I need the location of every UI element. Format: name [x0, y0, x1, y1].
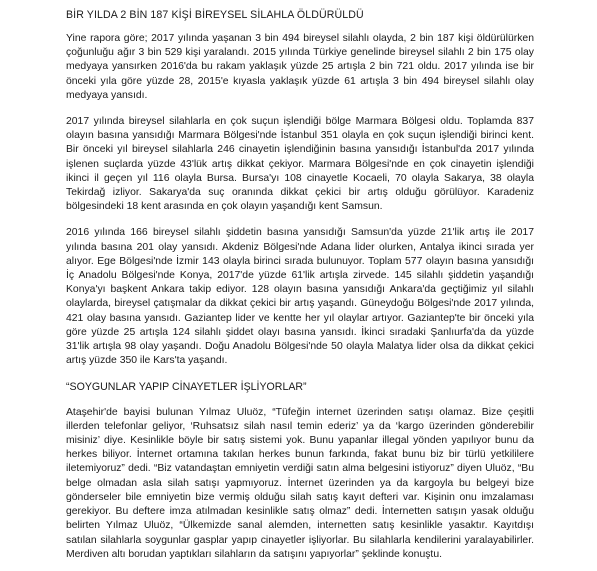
- paragraph-2: 2017 yılında bireysel silahlarla en çok suçun işlendiği bölge Marmara Bölgesi oldu. Toplamda 837 olayın basına yansıdığı Marmara Bölgesi'nde İstanbul 351 olayla en çok suçun işlendiği birinci kent. Bir önceki yıl bireysel silahlarla 246 cinayetin işlendiğinin basına yansıdığı İstanbul'da 2017 yılında işlenen suçlarda yüzde 43'lük artış dikkat çekiyor. Marmara Bölgesi'nde en çok cinayetin işlendiği ikinci il geçen yıl 116 olayla Bursa. Bursa'yı 108 cinayetle Kocaeli, 70 olayla Sakarya, 38 olayla Tekirdağ izliyor. Sakarya'da suç oranında dikkat çekici bir artış olduğu görülüyor. Karadeniz bölgesindeki 18 kent arasında en çok olayın yaşandığı kent Samsun.: [66, 116, 534, 213]
- paragraph-4: Ataşehir'de bayisi bulunan Yılmaz Uluöz, “Tüfeğin internet üzerinden satışı olamaz. Bize çeşitli illerden telefonlar geliyor, ‘Ruhsatsız silah nasıl temin ederiz’ ya da ‘kargo üzerinden gönderebilir misiniz’ diye. Kesinlikle böyle bir satış sistemi yok. Bunu yapanlar illegal yönden yapılıyor bunu da herkes biliyor. İnternet ortamına takılan herkes bunun farkında, fakat bunu biz bir türlü yetkililere iletemiyoruz” dedi. “Biz vatandaştan emniyetin verdiği satın alma belgesini istiyoruz” diyen Uluöz, “Bu belge olmadan asla silah satışı yapmıyoruz. İnternet üzerinden ya da kargoyla bu belgeyi bize gönderseler bile emniyetin bize vermiş olduğu silah satış kayıt defteri var. Kişinin onu imzalaması gerekiyor. Bu deftere imza atılmadan kesinlikle satış olmaz” dedi. İnternetten satışın yasak olduğu belirten Yılmaz Uluöz, “Ülkemizde sanal alemden, internetten satış kesinlikle yasaktır. Kayıtdışı satılan silahlarla soygunlar gasplar yapıp cinayetler işliyorlar. Bu silahlarla kendilerini yaralayabilirler. Merdiven altı borudan yaptıkları silahların da satışını yapıyorlar” şeklinde konuştu.: [66, 406, 534, 560]
- paragraph-3: 2016 yılında 166 bireysel silahlı şiddetin basına yansıdığı Samsun'da yüzde 21'lik artış ile 2017 yılında basına 201 olay yansıdı. Akdeniz Bölgesi'nde Adana lider olurken, Antalya ikinci sırada yer alıyor. Ege Bölgesi'nde İzmir 143 olayla birinci sırada bulunuyor. Toplam 577 olayın basına yansıdığı İç Anadolu Bölgesi'nde Konya, 2017'de yüzde 61'lik artışla zirvede. 145 silahlı şiddetin yaşandığı Konya'yı başkent Ankara takip ediyor. 128 olayın basına yansıdığı Ankara'da geçtiğimiz yıl silahlı olaylarda, bireysel çatışmalar da dikkat çekici bir artış yaşandı. Güneydoğu Bölgesi'nde 2017 yılında, 421 olay basına yansıdı. Gaziantep lider ve kentte her yıl olaylar artıyor. Gaziantep'te bir önceki yıla göre yüzde 25 artışla 124 silahlı şiddet olayı basına yansıdı. İkinci sıradaki Şanlıurfa'da da yüzde 31'lik artışla 98 olay yaşandı. Doğu Anadolu Bölgesi'nde 50 olayla Malatya lider olsa da dikkat çekici artış yüzde 350 ile Kars'ta yaşandı.: [66, 227, 534, 367]
- paragraph-1: Yine rapora göre; 2017 yılında yaşanan 3 bin 494 bireysel silahlı olayda, 2 bin 187 kişi öldürülürken çoğunluğu ağır 3 bin 529 kişi yaralandı. 2015 yılında Türkiye genelinde bireysel silahlı 2 bin 175 olay medyaya yansırken 2016'da bu rakam yaklaşık yüzde 25 artışla 2 bin 721 oldu. 2017 yılında ise bir önceki yıla göre yüzde 28, 2015'e kıyasla yaklaşık yüzde 61 artışla 3 bin 494 bireysel silahlı olay medyaya yansıdı.: [66, 33, 534, 101]
- article-title: BİR YILDA 2 BİN 187 KİŞİ BİREYSEL SİLAHLA ÖLDÜRÜLDÜ: [66, 9, 364, 21]
- section-subheading: “SOYGUNLAR YAPIP CİNAYETLER İŞLİYORLAR”: [66, 381, 307, 394]
